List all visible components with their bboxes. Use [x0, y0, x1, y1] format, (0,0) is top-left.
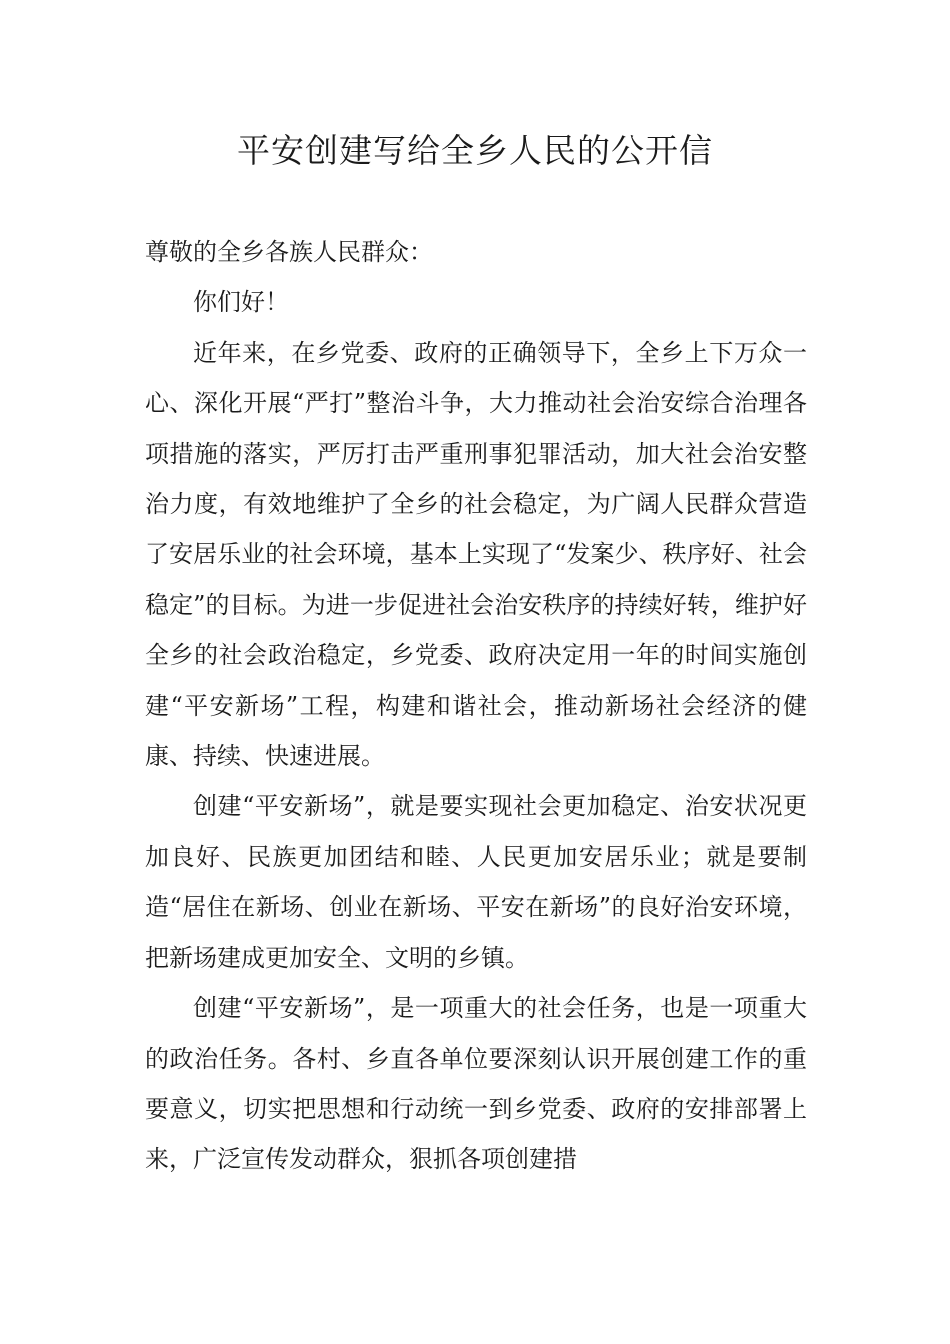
- document-title: 平安创建写给全乡人民的公开信: [237, 131, 713, 170]
- paragraph-1: 近年来，在乡党委、政府的正确领导下，全乡上下万众一心、深化开展“严打”整治斗争，大力推动社会治安综合治理各项措施的落实，严厉打击严重刑事犯罪活动，加大社会治安整治力度，有效地维护了全乡的社会稳定，为广阔人民群众营造了安居乐业的社会环境，基本上实现了“发案少、秩序好、社会稳定”的目标。为进一步促进社会治安秩序的持续好转，维护好全乡的社会政治稳定，乡党委、政府决定用一年的时间实施创建“平安新场”工程，构建和谐社会，推动新场社会经济的健康、持续、快速进展。: [145, 338, 807, 771]
- greeting: 你们好！: [193, 288, 289, 317]
- letter-body: [145, 227, 807, 1185]
- salutation: 尊敬的全乡各族人民群众：: [145, 238, 433, 266]
- paragraph-2: 创建“平安新场”，就是要实现社会更加稳定、治安状况更加良好、民族更加团结和睦、人民更加安居乐业；就是要制造“居住在新场、创业在新场、平安在新场”的良好治安环境，把新场建成更加安全、文明的乡镇。: [145, 792, 807, 972]
- paragraph-3: 创建“平安新场”，是一项重大的社会任务，也是一项重大的政治任务。各村、乡直各单位要深刻认识开展创建工作的重要意义，切实把思想和行动统一到乡党委、政府的安排部署上来，广泛宣传发动群众，狠抓各项创建措: [145, 994, 807, 1174]
